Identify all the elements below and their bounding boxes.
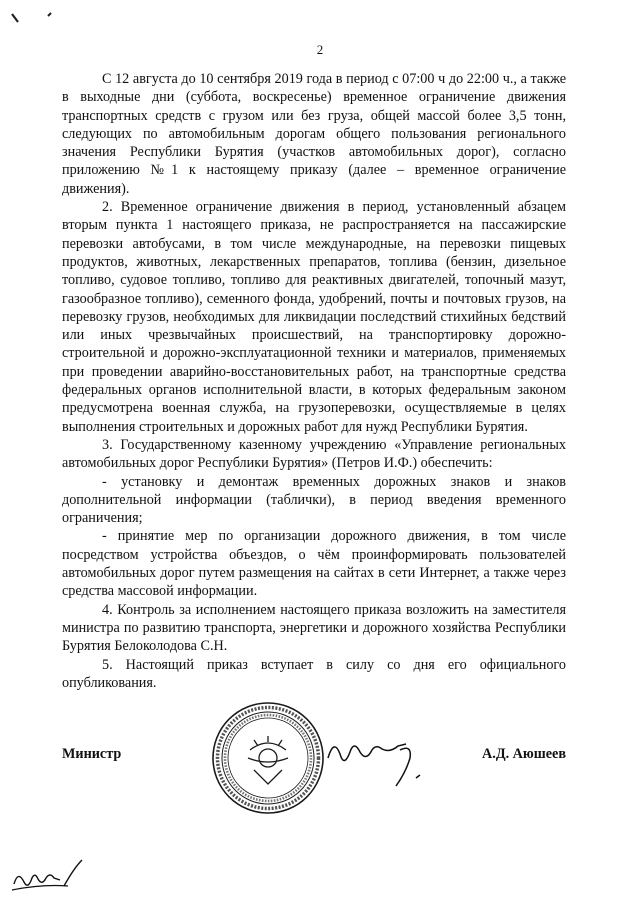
corner-mark [8, 4, 68, 34]
signatory-name: А.Д. Аюшеев [482, 746, 566, 762]
handwritten-initials [8, 858, 88, 898]
seal-emblem [248, 736, 288, 784]
paragraph-3-bullet-traffic: - принятие мер по организации дорожного движения, в том числе посредством устройства объездов, о чём проинформировать пользователей автомобильных дорог путем размещения на сайтах в сети Интернет, а также через средства массовой информации. [62, 528, 566, 600]
handwritten-signature [322, 728, 432, 788]
document-body [62, 70, 566, 692]
paragraph-1-period: С 12 августа до 10 сентября 2019 года в период с 07:00 ч до 22:00 ч., а также в выходные дни (суббота, воскресенье) временное ограничение движения транспортных средств с грузом или без груза, общей массой более 3,5 тонн, следующих по автомобильным дорогам общего пользования регионального значения Республики Бурятия (участков автомобильных дорог), согласно приложению №1 к настоящему приказу (далее – временное ограничение движения). [62, 71, 566, 197]
position-title: Министр [62, 746, 122, 762]
paragraph-3-bullet-signs: - установку и демонтаж временных дорожных знаков и знаков дополнительной информации (таблички), в период введения временного ограничения; [62, 473, 566, 527]
paragraph-2-exceptions: 2. Временное ограничение движения в период, установленный абзацем вторым пункта 1 настоящего приказа, не распространяется на пассажирские перевозки автобусами, в том числе международные, на перевозки пищевых продуктов, животных, лекарственных препаратов, топлива (бензин, дизельное топливо, судовое топливо, топливо для реактивных двигателей, топочный мазут, газообразное топливо), семенного фонда, удобрений, почты и почтовых грузов, на перевозку грузов, необходимых для ликвидации последствий стихийных бедствий или иных чрезвычайных происшествий, на транспортировку дорожно-строительной и дорожно-эксплуатационной техники и материалов, применяемых при проведении аварийно-восстановительных работ, на транспортные средства федеральных органов исполнительной власти, в которых федеральным законом предусмотрена военная служба, на грузоперевозки, осуществляемые в целях выполнения строительных и дорожных работ для нужд Республики Бурятия. [62, 199, 566, 435]
paragraph-4-control: 4. Контроль за исполнением настоящего приказа возложить на заместителя министра по развитию транспорта, энергетики и дорожного хозяйства Республики Бурятия Белоколодова С.Н. [62, 601, 566, 655]
paragraph-5-effective: 5. Настоящий приказ вступает в силу со дня его официального опубликования. [62, 656, 566, 691]
page-number: 2 [316, 42, 324, 57]
official-seal [210, 700, 326, 816]
paragraph-3-agency: 3. Государственному казенному учреждению «Управление региональных автомобильных дорог Республики Бурятия» (Петров И.Ф.) обеспечить: [62, 436, 566, 472]
